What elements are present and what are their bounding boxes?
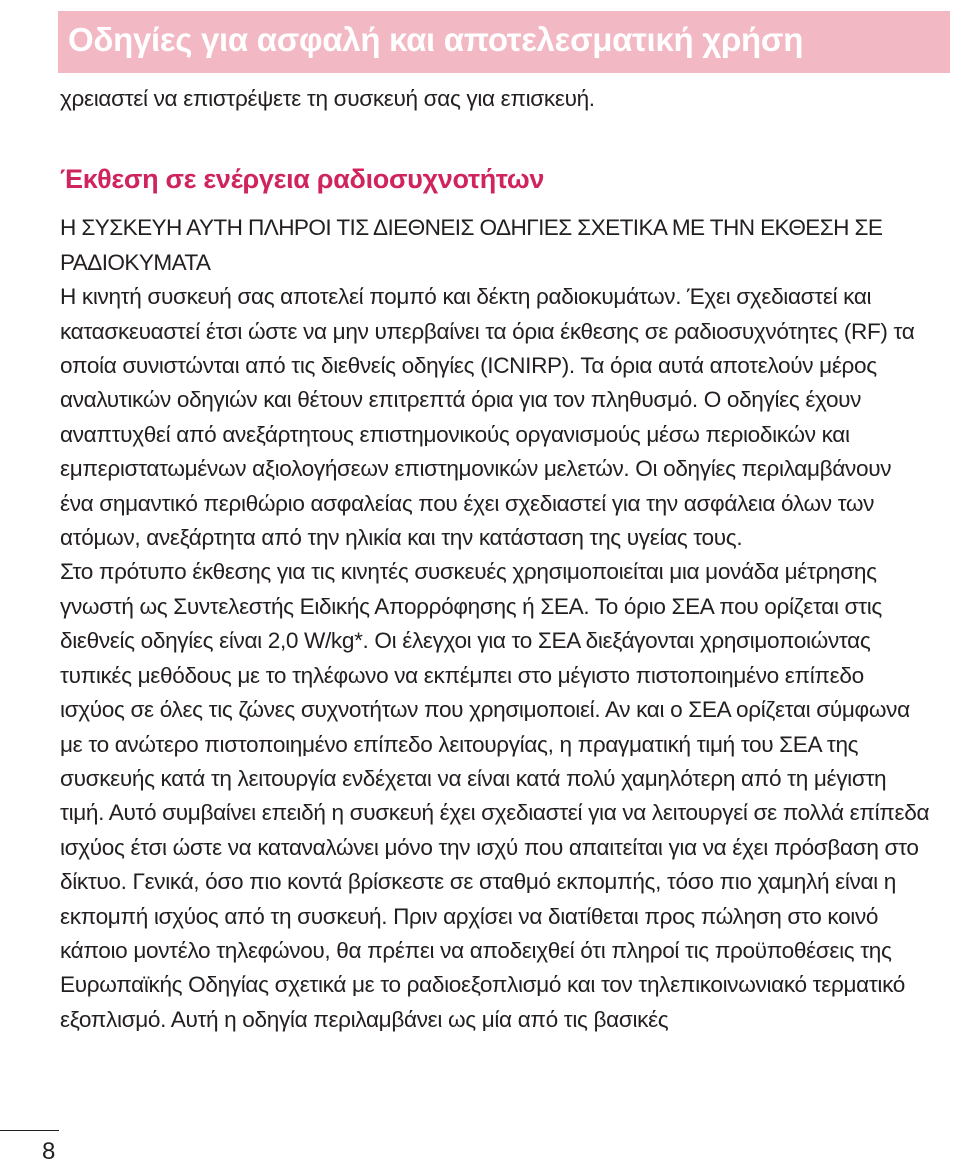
document-body	[60, 82, 930, 1037]
page-title: Οδηγίες για ασφαλή και αποτελεσματική χρήση	[68, 21, 804, 58]
page-number-rule	[0, 1130, 59, 1131]
paragraph-sar: Στο πρότυπο έκθεσης για τις κινητές συσκευές χρησιμοποιείται μια μονάδα μέτρησης γνωστή ως Συντελεστής Ειδικής Απορρόφησης ή ΣΕΑ. Το όριο ΣΕΑ που ορίζεται στις διεθνείς οδηγίες είναι 2,0 W/kg*. Οι έλεγχοι για το ΣΕΑ διεξάγονται χρησιμοποιώντας τυπικές μεθόδους με το τηλέφωνο να εκπέμπει στο μέγιστο πιστοποιημένο επίπεδο ισχύος σε όλες τις ζώνες συχνοτήτων που χρησιμοποιεί. Αν και ο ΣΕΑ ορίζεται σύμφωνα με το ανώτερο πιστοποιημένο επίπεδο λειτουργίας, η πραγματική τιμή του ΣΕΑ της συσκευής κατά τη λειτουργία ενδέχεται να είναι κατά πολύ χαμηλότερη από τη μέγιστη τιμή. Αυτό συμβαίνει επειδή η συσκευή έχει σχεδιαστεί για να λειτουργεί σε πολλά επίπεδα ισχύος έτσι ώστε να καταναλώνει μόνο την ισχύ που απαιτείται για να έχει πρόσβαση στο δίκτυο. Γενικά, όσο πιο κοντά βρίσκεστε σε σταθμό εκπομπής, τόσο πιο χαμηλή είναι η εκπομπή ισχύος από τη συσκευή. Πριν αρχίσει να διατίθεται προς πώληση στο κοινό κάποιο μοντέλο τηλεφώνου, θα πρέπει να αποδειχθεί ότι πληροί τις προϋποθέσεις της Ευρωπαϊκής Οδηγίας σχετικά με το ραδιοεξοπλισμό και τον τηλεπικοινωνιακό τερματικό εξοπλισμό. Αυτή η οδηγία περιλαμβάνει ως μία από τις βασικές	[60, 559, 930, 1032]
caps-statement: Η ΣΥΣΚΕΥΗ ΑΥΤΗ ΠΛΗΡΟΙ ΤΙΣ ΔΙΕΘΝΕΙΣ ΟΔΗΓΙΕΣ ΣΧΕΤΙΚΑ ΜΕ ΤΗΝ ΕΚΘΕΣΗ ΣΕ ΡΑΔΙΟΚΥΜΑΤΑ	[60, 215, 883, 275]
intro-text: χρειαστεί να επιστρέψετε τη συσκευή σας για επισκευή.	[60, 86, 595, 111]
header-bar	[58, 11, 950, 73]
paragraph-rf-exposure: Η κινητή συσκευή σας αποτελεί πομπό και δέκτη ραδιοκυμάτων. Έχει σχεδιαστεί και κατασκευαστεί έτσι ώστε να μην υπερβαίνει τα όρια έκθεσης σε ραδιοσυχνότητες (RF) τα οποία συνιστώνται από τις διεθνείς οδηγίες (ICNIRP). Τα όρια αυτά αποτελούν μέρος αναλυτικών οδηγιών και θέτουν επιτρεπτά όρια για τον πληθυσμό. Ο οδηγίες έχουν αναπτυχθεί από ανεξάρτητους επιστημονικούς οργανισμούς μέσω περιοδικών και εμπεριστατωμένων αξιολογήσεων επιστημονικών μελετών. Οι οδηγίες περιλαμβάνουν ένα σημαντικό περιθώριο ασφαλείας που έχει σχεδιαστεί για την ασφάλεια όλων των ατόμων, ανεξάρτητα από την ηλικία και την κατάσταση της υγείας τους.	[60, 284, 915, 551]
page-number: 8	[42, 1138, 56, 1165]
section-heading: Έκθεση σε ενέργεια ραδιοσυχνοτήτων	[60, 164, 545, 195]
